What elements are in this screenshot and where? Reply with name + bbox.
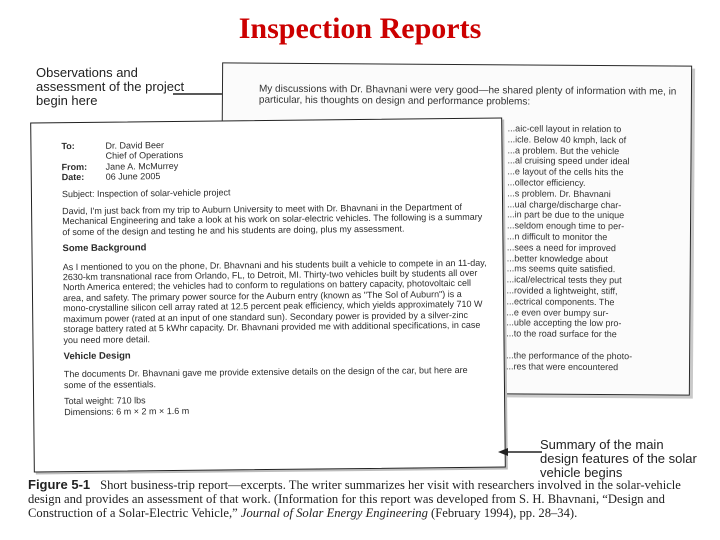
back-line: ...better knowledge about — [506, 252, 608, 264]
memo-from-value: Jane A. McMurrey — [105, 160, 179, 172]
spec-dimensions: Dimensions: 6 m × 2 m × 1.6 m — [64, 405, 190, 417]
heading-background: Some Background — [62, 242, 147, 255]
memo-to-label: To: — [61, 141, 75, 152]
caption-journal: Journal of Solar Energy Engineering — [240, 506, 428, 520]
back-line: ...uble accepting the low pro- — [506, 317, 622, 329]
memo-date-label: Date: — [61, 172, 85, 183]
back-page-lead: My discussions with Dr. Bhavnani were very good—he shared plenty of information with me, in particular, his thoughts on design and performance problems: — [258, 83, 677, 108]
back-line: ...the performance of the photo- — [506, 350, 633, 361]
memo-date-value: 06 June 2005 — [105, 171, 161, 182]
scanned-figure — [28, 62, 698, 538]
memo-to-title: Chief of Operations — [105, 150, 184, 162]
memo-subject: Subject: Inspection of solar-vehicle project — [61, 187, 231, 199]
back-line: ...a problem. But the vehicle — [507, 144, 620, 156]
caption-citation: (February 1994), pp. 28–34). — [431, 506, 578, 520]
heading-vehicle-design: Vehicle Design — [63, 350, 131, 363]
callout-arrow-left-icon — [498, 446, 542, 458]
memo-from-label: From: — [61, 161, 88, 172]
back-line: ...ectrical components. The — [506, 296, 615, 307]
figure-caption — [28, 478, 698, 520]
back-line: ...rovided a lightweight, stiff, — [506, 285, 618, 297]
memo-design: The documents Dr. Bhavnani gave me provide extensive details on the design of the car, but here are some of the essentials. — [63, 365, 468, 390]
back-line: ...ical/electrical tests they put — [506, 274, 622, 286]
callout-observations: Observations and assessment of the project begin here — [36, 65, 185, 108]
back-line: ...ms seems quite satisfied. — [506, 263, 616, 275]
back-line: ...res that were encountered — [506, 360, 619, 372]
back-line: ...icle. Below 40 kmph, lack of — [507, 134, 627, 145]
spec-list — [64, 392, 490, 417]
memo-background: As I mentioned to you on the phone, Dr. Bhavnani and his students built a vehicle to compete in an 11-day, 2630-km transnational race from Orlando, FL, to Detroit, MI. Thirty-two vehicles built by students all over North America entered; the vehicles had to conform to regulations on battery capacity, photovoltaic cell area, and safety. The primary power source for the Auburn entry (known as "The Sol of Auburn") is a mono-crystalline silicon cell array rated at 12.5 percent peak efficiency, which yields approximately 710 W maximum power (rated at an input of one standard sun). Secondary power is provided by a silver-zinc storage battery rated at 5 kWhr capacity. Dr. Bhavnani provided me with additional specifications, in case you need more detail. — [62, 257, 487, 345]
back-line: ...sees a need for improved — [506, 242, 616, 253]
back-line: ...s problem. Dr. Bhavnani — [507, 188, 611, 199]
slide-title: Inspection Reports — [238, 12, 482, 45]
caption-text: Short business-trip report—excerpts. The writer summarizes her visit with researchers involved in the solar-vehicle design and provides an assessment of that work. (Information for this report was developed from S. H. Bhavnani, “Design and Construction of a Solar-Electric Vehicle,” — [28, 478, 681, 520]
back-line: ...to the road surface for the — [506, 328, 617, 340]
back-line: ...ollector efficiency. — [507, 177, 586, 188]
back-line: ...e layout of the cells hits the — [507, 166, 624, 178]
memo-to-name: Dr. David Beer — [105, 140, 165, 151]
back-line: ...n difficult to monitor the — [506, 231, 608, 243]
back-page-column — [506, 123, 683, 373]
memo-header — [61, 137, 487, 183]
figure-label: Figure 5-1 — [28, 477, 91, 492]
callout-design-summary: Summary of the main design features of the solar vehicle begins — [540, 437, 697, 480]
back-line: ...seldom enough time to per- — [506, 220, 625, 232]
back-line: ...ual charge/discharge char- — [507, 198, 622, 210]
back-line: ...al cruising speed under ideal — [507, 155, 630, 167]
spec-weight: Total weight: 710 lbs — [64, 395, 146, 407]
back-line: ...aic-cell layout in relation to — [507, 123, 622, 135]
memo-intro: David, I'm just back from my trip to Auburn University to meet with Dr. Bhavnani in the Department of Mechanical Engineering and take a look at his work on solar-electric vehicles. The following is a summary of some of the design and testing he and his students are doing, plus my assessment. — [62, 201, 483, 237]
back-line: ...in part be due to the unique — [507, 209, 625, 221]
report-page-front — [30, 118, 506, 473]
back-line: ...e even over bumpy sur- — [506, 306, 609, 318]
